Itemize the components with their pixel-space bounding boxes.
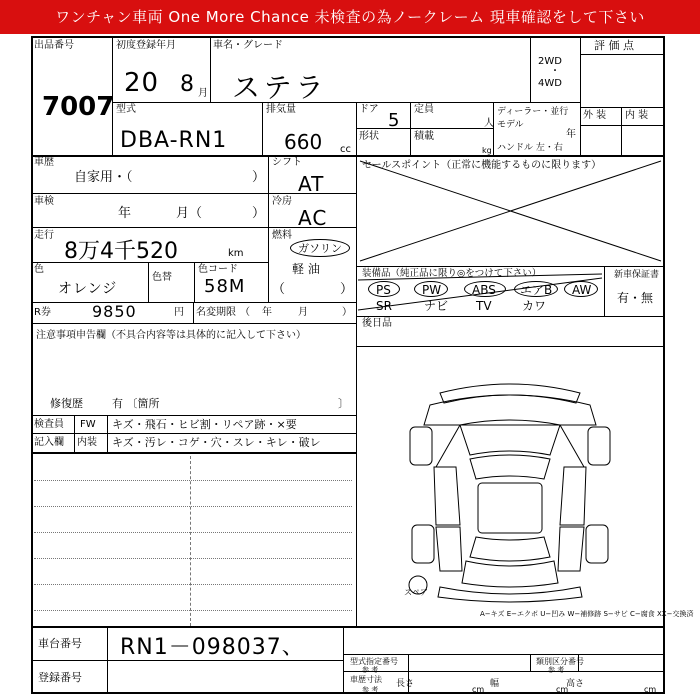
height-cm: cm	[644, 685, 657, 694]
model-year-label: モデル	[497, 120, 524, 130]
width-label: 幅	[490, 679, 500, 689]
equip-pw: PW	[422, 283, 442, 297]
name-change-label: 名変期限	[196, 307, 236, 318]
chassis-number: RN1－098037、	[120, 635, 305, 660]
eval-label: 評 価 点	[594, 39, 634, 52]
paren-close: ）	[340, 282, 354, 297]
first-reg-month: 8	[180, 72, 195, 97]
name-change-year: 年	[262, 307, 272, 318]
fuel-diesel: 軽 油	[292, 262, 320, 276]
equip-ps: PS	[376, 283, 391, 297]
doors-value: 5	[388, 110, 401, 131]
warranty-value: 有・無	[617, 291, 654, 305]
inspection-year: 年	[118, 206, 132, 221]
recycle-value: 9850	[92, 302, 137, 321]
month-unit: 月	[198, 88, 208, 99]
shape-label: 形状	[359, 131, 379, 142]
fuel-selected-circle	[290, 239, 350, 257]
mileage-value: 8万4千520	[64, 239, 178, 264]
drive-2wd: 2WD	[538, 56, 562, 67]
height-label: 高さ	[566, 679, 585, 689]
shift-value: AT	[298, 172, 325, 196]
class-number-sub: 参 考	[548, 666, 565, 674]
notes-label: 注意事項申告欄（不具合内容等は具体的に記入して下さい）	[36, 330, 306, 341]
displacement-label: 排気量	[266, 104, 296, 115]
name-change-month: 月	[298, 307, 308, 318]
chassis-label: 車台番号	[38, 637, 82, 650]
history-value: 自家用・（	[74, 170, 133, 185]
class-number-label: 類別区分番号	[536, 657, 584, 666]
drive-dot: ・	[550, 66, 560, 77]
mileage-unit: km	[228, 248, 244, 259]
inspector-label-2: 記入欄	[34, 437, 64, 448]
ac-label: 冷房	[272, 196, 292, 207]
recycle-label: R券	[34, 307, 51, 318]
repair-history-value: 有 〔箇所	[112, 397, 160, 410]
equipment-label: 装備品（純正品に限り◎をつけて下さい）	[362, 268, 542, 279]
history-label: 車歴	[34, 157, 54, 168]
color-value: オレンジ	[58, 281, 118, 297]
sales-point-crossout	[356, 155, 665, 266]
color-code-value: 58M	[204, 276, 246, 297]
drive-4wd: 4WD	[538, 78, 562, 89]
equip-leather: カワ	[522, 299, 547, 313]
dealer-label: ディーラー・並行	[497, 107, 569, 117]
warranty-label: 新車保証書	[614, 270, 660, 280]
equipment-crossout	[356, 266, 606, 316]
fw-text: キズ・飛石・ヒビ割・リペア跡・×要	[112, 418, 297, 431]
car-name-label: 車名・グレード	[213, 40, 283, 51]
length-cm: cm	[472, 685, 485, 694]
lot-label: 出品番号	[34, 40, 74, 51]
car-name: ステラ	[232, 71, 328, 104]
doors-label: ドア	[359, 104, 379, 115]
color-change-label: 色替	[152, 272, 172, 283]
width-cm: cm	[556, 685, 569, 694]
model-value: DBA-RN1	[120, 128, 228, 153]
equip-abs: ABS	[472, 283, 496, 297]
capacity-label: 定員	[414, 104, 434, 115]
mileage-label: 走行	[34, 230, 54, 241]
first-reg-label: 初度登録年月	[116, 40, 176, 51]
interior-check-text: キズ・汚レ・コゲ・穴・スレ・キレ・破レ	[112, 436, 321, 449]
registration-label: 登録番号	[38, 671, 82, 684]
sales-point-label: セールスポイント（正常に機能するものに限ります）	[362, 160, 602, 171]
name-change-open: （	[240, 307, 250, 318]
interior-label: 内 装	[625, 110, 649, 121]
type-designation-sub: 参 考	[362, 666, 379, 674]
paren-open: （	[272, 282, 286, 297]
history-close: ）	[252, 170, 266, 185]
load-label: 積載	[414, 131, 434, 142]
name-change-close: ）	[342, 307, 352, 318]
inspection-close: ）	[252, 206, 266, 221]
shift-label: シフト	[272, 157, 302, 168]
damage-legend: A−キズ E−エクボ U−凹み W−補修跡 S−サビ C−腐食 XX−交換済	[480, 610, 694, 618]
equip-sr: SR	[376, 299, 392, 313]
equip-aw: AW	[572, 283, 592, 297]
exterior-label: 外 装	[583, 110, 607, 121]
recycle-unit: 円	[174, 307, 184, 318]
fw-label: FW	[80, 419, 96, 430]
inspection-month: 月（	[176, 206, 203, 221]
fuel-label: 燃料	[272, 230, 292, 241]
displacement-unit: cc	[340, 144, 351, 155]
inspector-label-1: 検査員	[34, 419, 64, 430]
rear-items-label: 後日品	[362, 318, 392, 329]
dimensions-sub: 参 考	[362, 686, 379, 694]
model-label: 型式	[116, 104, 136, 115]
dimensions-label: 車歴寸法	[350, 675, 382, 684]
color-code-label: 色コード	[198, 264, 238, 275]
handle-label: ハンドル 左・右	[497, 143, 563, 153]
load-unit: kg	[482, 146, 492, 155]
displacement-value: 660	[284, 130, 323, 154]
equip-tv: TV	[476, 299, 492, 313]
length-label: 長さ	[396, 679, 415, 689]
equip-navi: ナビ	[424, 299, 449, 313]
disclaimer-banner: ワンチャン車両 One More Chance 未検査の為ノークレーム 現車確認をして下さい	[0, 0, 700, 34]
car-damage-diagram	[400, 375, 620, 605]
type-designation-label: 型式指定番号	[350, 657, 398, 666]
ac-value: AC	[298, 206, 328, 230]
inspection-label: 車検	[34, 196, 54, 207]
first-reg-year: 20	[124, 68, 160, 98]
spare-label: スペア	[404, 588, 428, 597]
repair-history-label: 修復歴	[50, 397, 83, 410]
capacity-unit: 人	[484, 118, 494, 129]
repair-history-close: 〕	[338, 397, 349, 410]
color-label: 色	[34, 264, 44, 275]
interior-check-label: 内装	[77, 437, 97, 448]
lot-number: 7007	[42, 92, 115, 122]
year-unit: 年	[566, 129, 576, 140]
equip-airbag: エアB	[520, 283, 553, 297]
fuel-gas: ガソリン	[298, 242, 342, 255]
